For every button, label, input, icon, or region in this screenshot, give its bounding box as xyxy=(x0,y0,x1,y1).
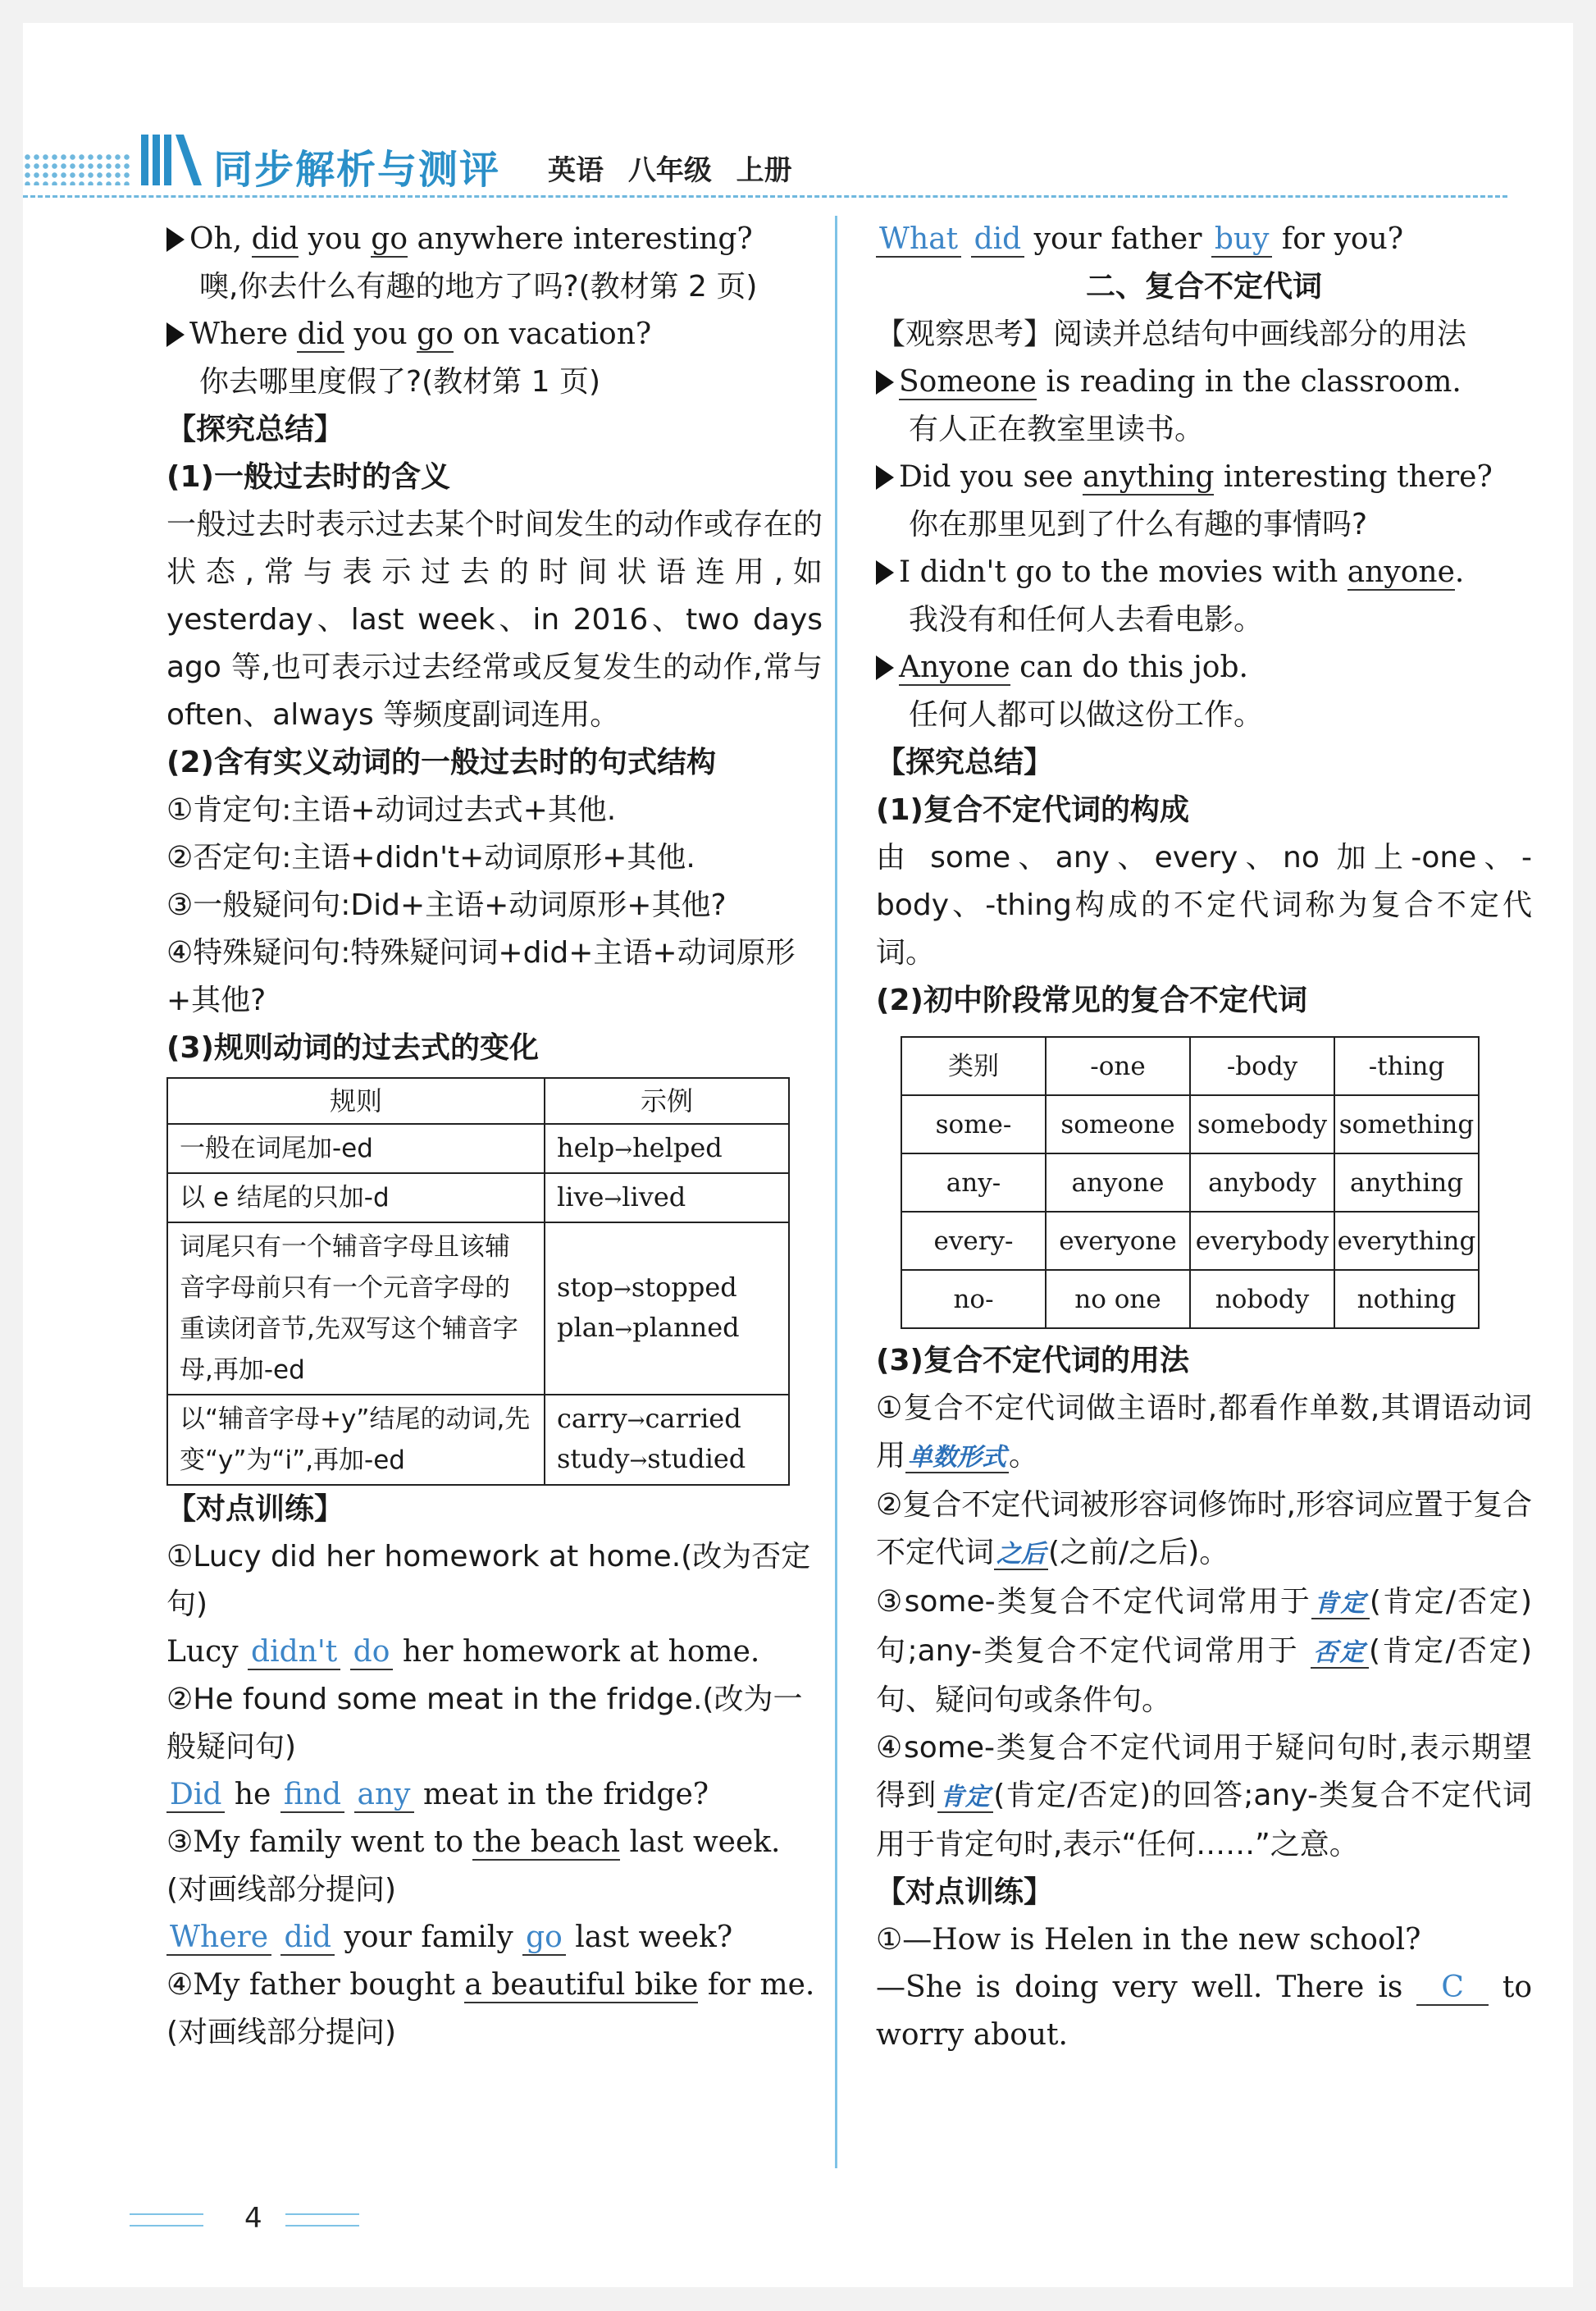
subsection-1-text: 由 some、any、every、no 加上-one、-body、-thing构成的不定代词称为复合不定代词。 xyxy=(876,841,1532,970)
triangle-bullet-icon xyxy=(876,560,894,585)
page xyxy=(23,23,1573,2287)
header-dashed-line xyxy=(23,195,1507,198)
table-cell: any- xyxy=(901,1153,1046,1212)
example-translation: 你在那里见到了什么有趣的事情吗? xyxy=(909,508,1368,541)
table-cell: nothing xyxy=(1334,1270,1479,1328)
table-header: -one xyxy=(1046,1037,1190,1095)
question-3: ③My family went to the beach last week. xyxy=(166,1825,781,1859)
compound-pronoun-table xyxy=(901,1036,1480,1329)
table-cell: anybody xyxy=(1190,1153,1334,1212)
subsection-2-title: (2)初中阶段常见的复合不定代词 xyxy=(876,984,1307,1017)
answer-2: Did he find any meat in the fridge? xyxy=(166,1771,823,1819)
triangle-bullet-icon xyxy=(876,655,894,680)
answer-blank[interactable]: go xyxy=(522,1921,566,1956)
example-sentence: Anyone can do this job. xyxy=(876,644,1532,692)
table-cell: anything xyxy=(1334,1153,1479,1212)
left-column xyxy=(166,216,823,2057)
triangle-bullet-icon xyxy=(876,465,894,490)
table-header: -thing xyxy=(1334,1037,1479,1095)
table-cell: everybody xyxy=(1190,1212,1334,1270)
rule-cell: 词尾只有一个辅音字母且该辅音字母前只有一个元音字母的重读闭音节,先双写这个辅音字母,再加-ed xyxy=(167,1222,545,1395)
usage-4: ④some-类复合不定代词用于疑问句时,表示期望得到 肯定(肯定/否定)的回答;any-类复合不定代词用于肯定句时,表示“任何……”之意。 xyxy=(876,1731,1533,1861)
example-cell: live→lived xyxy=(545,1173,789,1222)
usage-3: ③some-类复合不定代词常用于 肯定(肯定/否定)句;any-类复合不定代词常用于 否定(肯定/否定)句、疑问句或条件句。 xyxy=(876,1585,1532,1717)
usage-2: ②复合不定代词被形容词修饰时,形容词应置于复合不定代词 之后(之前/之后)。 xyxy=(876,1488,1532,1569)
table-cell: somebody xyxy=(1190,1095,1334,1153)
table-cell: everyone xyxy=(1046,1212,1190,1270)
table-header-row xyxy=(901,1037,1479,1095)
triangle-bullet-icon xyxy=(166,227,185,252)
table-cell: some- xyxy=(901,1095,1046,1153)
answer-blank[interactable]: didn't xyxy=(248,1635,340,1670)
structure-item: ①肯定句:主语+动词过去式+其他. xyxy=(166,793,617,827)
series-title: 同步解析与测评 xyxy=(213,147,501,193)
answer-blank[interactable]: 单数形式 xyxy=(905,1443,1009,1473)
answer-blank[interactable]: 肯定 xyxy=(1311,1589,1370,1619)
table-row xyxy=(167,1173,789,1222)
example-sentence: I didn't go to the movies with anyone. xyxy=(876,549,1532,596)
answer-blank[interactable]: 之后 xyxy=(994,1540,1048,1570)
table-row xyxy=(167,1395,789,1485)
answer-blank[interactable]: any xyxy=(354,1778,414,1813)
summary-heading: 【探究总结】 xyxy=(876,746,1054,779)
observe-heading: 【观察思考】阅读并总结句中画线部分的用法 xyxy=(876,317,1467,351)
summary-heading: 【探究总结】 xyxy=(166,413,344,446)
answer-blank[interactable]: did xyxy=(280,1921,335,1956)
question-3-note: (对画线部分提问) xyxy=(166,1873,397,1907)
table-cell: no- xyxy=(901,1270,1046,1328)
structure-item: ④特殊疑问句:特殊疑问词+did+主语+动词原形+其他? xyxy=(166,936,796,1017)
answer-blank[interactable]: Did xyxy=(166,1778,225,1813)
example-translation-2: 你去哪里度假了?(教材第 1 页) xyxy=(199,365,600,399)
answer-blank[interactable]: 肯定 xyxy=(937,1783,994,1813)
table-row xyxy=(167,1222,789,1395)
usage-1: ①复合不定代词做主语时,都看作单数,其谓语动词用 单数形式。 xyxy=(876,1391,1532,1473)
answer-3: Where did your family go last week? xyxy=(166,1914,823,1962)
table-header: -body xyxy=(1190,1037,1334,1095)
practice-question-1: ①—How is Helen in the new school? xyxy=(876,1923,1421,1957)
table-cell: no one xyxy=(1046,1270,1190,1328)
practice-heading: 【对点训练】 xyxy=(166,1492,344,1526)
page-footer xyxy=(130,2197,392,2246)
example-translation: 我没有和任何人去看电影。 xyxy=(909,603,1264,637)
answer-1: Lucy didn't do her homework at home. xyxy=(166,1635,760,1669)
subsection-1-text: 一般过去时表示过去某个时间发生的动作或存在的状态,常与表示过去的时间状语连用,如 yesterday、last week、in 2016、two days ago 等,也可表示过去经常或反复发生的动作,常与 often、always 等频度副词连用。 xyxy=(166,508,823,732)
section-2-title: 二、复合不定代词 xyxy=(1085,270,1322,304)
question-4: ④My father bought a beautiful bike for me. xyxy=(166,1968,815,2002)
question-1: ①Lucy did her homework at home.(改为否定句) xyxy=(166,1540,811,1621)
subject-grade-label: 英语 八年级 上册 xyxy=(548,154,792,187)
answer-blank[interactable]: do xyxy=(350,1635,394,1670)
answer-blank[interactable]: Where xyxy=(166,1921,271,1956)
question-2: ②He found some meat in the fridge.(改为一般疑问句) xyxy=(166,1683,803,1764)
table-row xyxy=(901,1153,1479,1212)
answer-blank[interactable]: C xyxy=(1416,1971,1489,2006)
subsection-2-title: (2)含有实义动词的一般过去时的句式结构 xyxy=(166,746,716,779)
answer-blank[interactable]: find xyxy=(280,1778,344,1813)
rule-cell: 一般在词尾加-ed xyxy=(167,1124,545,1173)
header-dots-decoration xyxy=(23,153,130,185)
footer-lines-decoration xyxy=(130,2213,203,2227)
table-cell: every- xyxy=(901,1212,1046,1270)
table-cell: something xyxy=(1334,1095,1479,1153)
example-cell: stop→stopped plan→planned xyxy=(545,1222,789,1395)
table-row xyxy=(901,1270,1479,1328)
page-number: 4 xyxy=(244,2202,262,2235)
example-sentence-1: Oh, did you go anywhere interesting? xyxy=(166,216,823,263)
subsection-1-title: (1)复合不定代词的构成 xyxy=(876,793,1189,827)
example-translation: 任何人都可以做这份工作。 xyxy=(909,698,1264,732)
structure-item: ②否定句:主语+didn't+动词原形+其他. xyxy=(166,841,695,875)
answer-4: What did your father buy for you? xyxy=(876,216,1532,263)
answer-blank[interactable]: What xyxy=(876,222,961,258)
table-header: 规则 xyxy=(167,1078,545,1124)
footer-lines-decoration xyxy=(285,2213,359,2227)
example-translation-1: 噢,你去什么有趣的地方了吗?(教材第 2 页) xyxy=(199,270,758,304)
table-row xyxy=(167,1124,789,1173)
book-logo-icon xyxy=(138,126,203,192)
column-divider xyxy=(835,216,837,2168)
table-cell: anyone xyxy=(1046,1153,1190,1212)
practice-question-1-line-2: —She is doing very well. There is C to worry about. xyxy=(876,1971,1532,2052)
rule-cell: 以“辅音字母+y”结尾的动词,先变“y”为“i”,再加-ed xyxy=(167,1395,545,1485)
table-cell: nobody xyxy=(1190,1270,1334,1328)
table-row xyxy=(901,1212,1479,1270)
right-column xyxy=(876,216,1532,2059)
table-header: 示例 xyxy=(545,1078,789,1124)
example-translation: 有人正在教室里读书。 xyxy=(909,413,1205,446)
table-row xyxy=(901,1095,1479,1153)
example-cell: carry→carried study→studied xyxy=(545,1395,789,1485)
example-sentence-2: Where did you go on vacation? xyxy=(166,311,823,359)
table-header: 类别 xyxy=(901,1037,1046,1095)
table-cell: everything xyxy=(1334,1212,1479,1270)
answer-blank[interactable]: 否定 xyxy=(1311,1638,1369,1669)
past-tense-rules-table xyxy=(166,1077,790,1486)
structure-item: ③一般疑问句:Did+主语+动词原形+其他? xyxy=(166,888,727,922)
question-4-note: (对画线部分提问) xyxy=(166,2016,397,2049)
page-header xyxy=(23,113,1573,203)
practice-heading: 【对点训练】 xyxy=(876,1875,1054,1909)
example-sentence: Did you see anything interesting there? xyxy=(876,454,1532,501)
answer-blank[interactable]: did xyxy=(971,222,1025,258)
example-sentence: Someone is reading in the classroom. xyxy=(876,359,1532,406)
subsection-3-title: (3)复合不定代词的用法 xyxy=(876,1344,1189,1377)
subsection-1-title: (1)一般过去时的含义 xyxy=(166,460,450,494)
rule-cell: 以 e 结尾的只加-d xyxy=(167,1173,545,1222)
triangle-bullet-icon xyxy=(166,322,185,347)
subsection-3-title: (3)规则动词的过去式的变化 xyxy=(166,1031,539,1065)
example-cell: help→helped xyxy=(545,1124,789,1173)
triangle-bullet-icon xyxy=(876,370,894,395)
table-cell: someone xyxy=(1046,1095,1190,1153)
answer-blank[interactable]: buy xyxy=(1211,222,1273,258)
